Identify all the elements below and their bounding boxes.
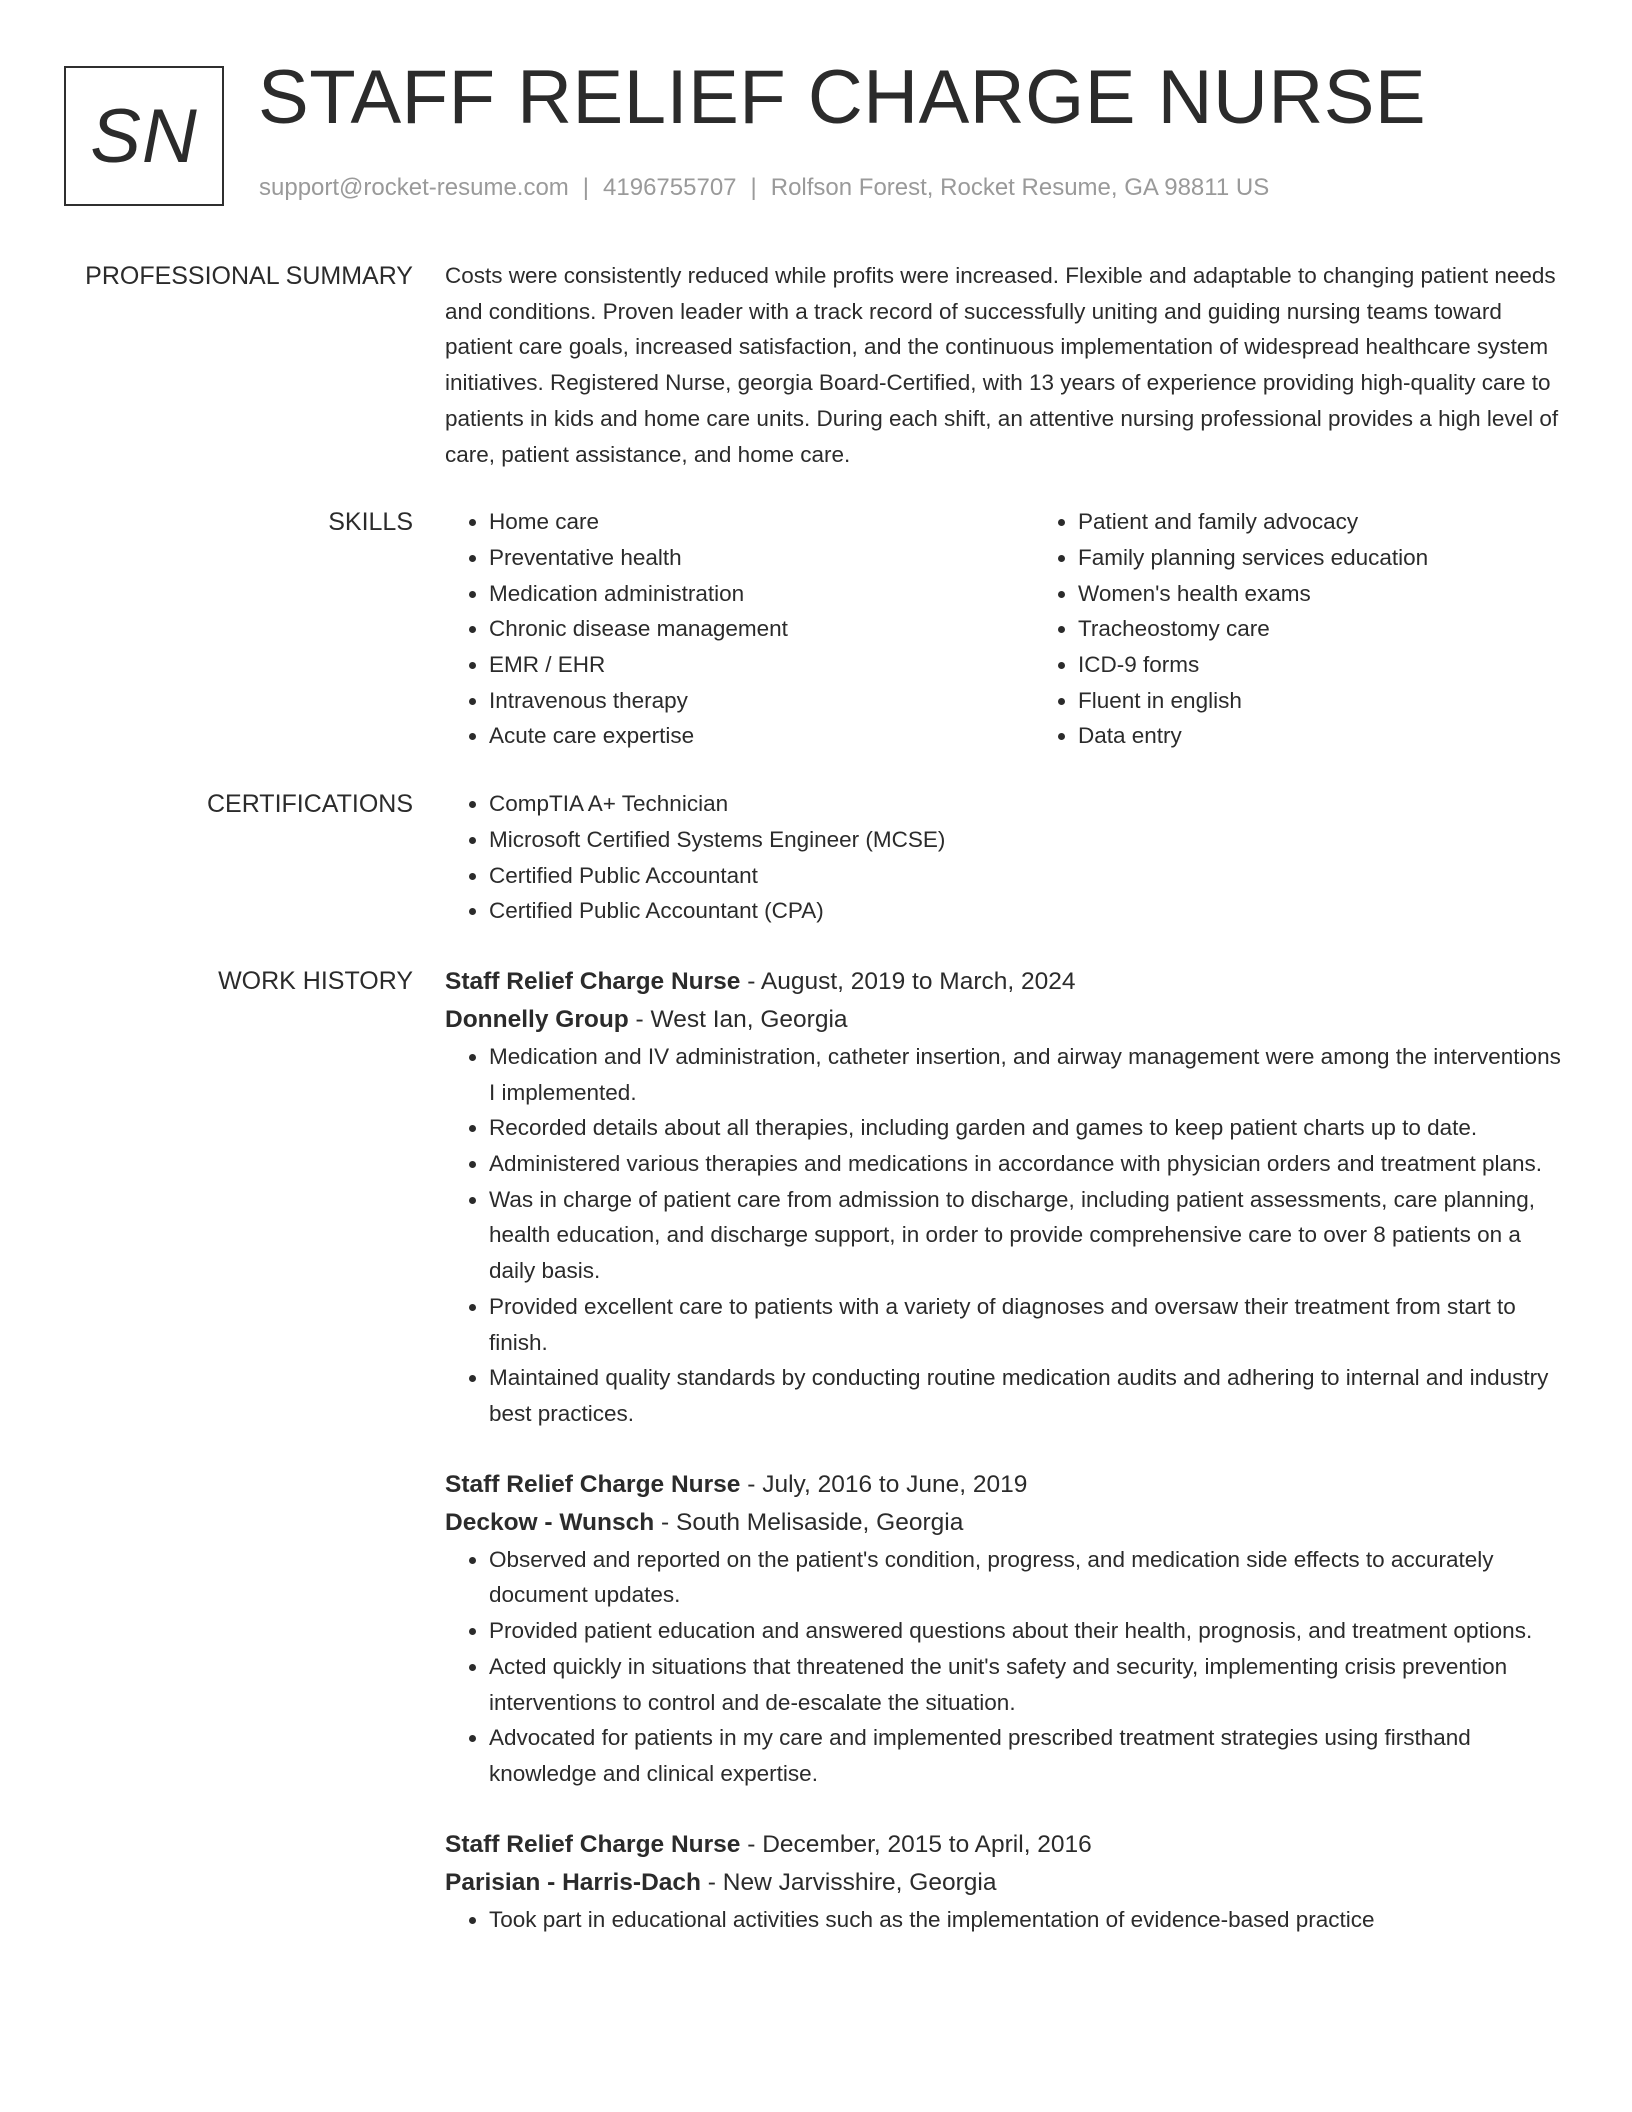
job-company: Deckow - Wunsch bbox=[445, 1508, 655, 1536]
job-company: Parisian - Harris-Dach bbox=[445, 1868, 701, 1896]
skill-item: • Home care bbox=[489, 504, 1034, 540]
skill-item: • EMR / EHR bbox=[489, 647, 1034, 683]
job-title-line bbox=[445, 1826, 1565, 1864]
job-duty: • Acted quickly in situations that threatened the unit's safety and security, implementing crisis prevention interventions to control and de-escalate the situation. bbox=[489, 1649, 1565, 1720]
work-history-heading: WORK HISTORY bbox=[218, 966, 413, 995]
job-company-line bbox=[445, 1504, 1565, 1542]
job-duty: • Administered various therapies and medications in accordance with physician orders and treatment plans. bbox=[489, 1146, 1565, 1182]
certification-item: • CompTIA A+ Technician bbox=[489, 786, 1565, 822]
job-duty: • Advocated for patients in my care and implemented prescribed treatment strategies using firsthand knowledge and clinical expertise. bbox=[489, 1720, 1565, 1791]
skill-item: • Preventative health bbox=[489, 540, 1034, 576]
summary-body bbox=[445, 258, 1565, 472]
job-company-line bbox=[445, 1001, 1565, 1039]
skill-item: • Chronic disease management bbox=[489, 611, 1034, 647]
job-role: Staff Relief Charge Nurse bbox=[445, 967, 741, 995]
skills-heading: SKILLS bbox=[328, 508, 413, 537]
job-dates: - July, 2016 to June, 2019 bbox=[740, 1470, 1028, 1498]
contact-separator: | bbox=[750, 174, 757, 201]
job-entry bbox=[445, 1466, 1565, 1792]
certification-item: • Certified Public Accountant (CPA) bbox=[489, 893, 1565, 929]
job-role: Staff Relief Charge Nurse bbox=[445, 1830, 741, 1858]
skill-item: • Patient and family advocacy bbox=[1078, 504, 1623, 540]
monogram-initials: SN bbox=[90, 93, 198, 179]
skill-item: • ICD-9 forms bbox=[1078, 647, 1623, 683]
resume-sections bbox=[0, 258, 1632, 1971]
certifications-section bbox=[0, 786, 1632, 929]
skills-list-right bbox=[1034, 504, 1623, 754]
skill-item: • Acute care expertise bbox=[489, 718, 1034, 754]
job-dates: - August, 2019 to March, 2024 bbox=[740, 967, 1076, 995]
monogram-logo bbox=[64, 66, 224, 206]
job-duty: • Took part in educational activities such as the implementation of evidence-based practice bbox=[489, 1902, 1565, 1938]
job-company: Donnelly Group bbox=[445, 1005, 629, 1033]
certification-item: • Certified Public Accountant bbox=[489, 858, 1565, 894]
certifications-body bbox=[445, 786, 1565, 929]
job-duty: • Provided patient education and answered questions about their health, prognosis, and treatment options. bbox=[489, 1613, 1565, 1649]
job-location: - South Melisaside, Georgia bbox=[654, 1508, 964, 1536]
contact-separator: | bbox=[582, 174, 590, 201]
job-duty: • Maintained quality standards by conducting routine medication audits and adhering to internal and industry best practices. bbox=[489, 1360, 1565, 1431]
job-duty: • Observed and reported on the patient's condition, progress, and medication side effects to accurately document updates. bbox=[489, 1542, 1565, 1613]
job-duty: • Was in charge of patient care from admission to discharge, including patient assessments, care planning, health education, and discharge support, in order to provide comprehensive care to over 8 patients on a daily basis. bbox=[489, 1182, 1565, 1289]
certifications-list bbox=[445, 786, 1565, 929]
contact-email: support@rocket-resume.com bbox=[259, 174, 569, 201]
certification-item: • Microsoft Certified Systems Engineer (MCSE) bbox=[489, 822, 1565, 858]
job-title-line bbox=[445, 1466, 1565, 1504]
summary-section bbox=[0, 258, 1632, 472]
job-role: Staff Relief Charge Nurse bbox=[445, 1470, 741, 1498]
summary-heading: PROFESSIONAL SUMMARY bbox=[85, 262, 413, 290]
job-duties-list bbox=[445, 1039, 1565, 1432]
certifications-heading: CERTIFICATIONS bbox=[206, 790, 413, 819]
skills-body bbox=[445, 504, 1565, 754]
job-duty: • Recorded details about all therapies, including garden and games to keep patient charts up to date. bbox=[489, 1110, 1565, 1146]
work-history-section bbox=[0, 963, 1632, 1971]
skills-section bbox=[0, 504, 1632, 754]
work-history-body bbox=[445, 963, 1565, 1971]
job-entry bbox=[445, 963, 1565, 1432]
job-location: - New Jarvisshire, Georgia bbox=[701, 1868, 997, 1896]
skill-item: • Medication administration bbox=[489, 576, 1034, 612]
contact-line bbox=[259, 174, 1269, 202]
job-dates: - December, 2015 to April, 2016 bbox=[740, 1830, 1092, 1858]
job-duties-list bbox=[445, 1542, 1565, 1792]
skill-item: • Data entry bbox=[1078, 718, 1623, 754]
summary-text: Costs were consistently reduced while profits were increased. Flexible and adaptable to changing patient needs and conditions. Proven leader with a track record of successfully uniting and guiding nursing teams toward patient care goals, increased satisfaction, and the continuous implementation of widespread healthcare system initiatives. Registered Nurse, georgia Board-Certified, with 13 years of experience providing high-quality care to patients in kids and home care units. During each shift, an attentive nursing professional provides a high level of care, patient assistance, and home care. bbox=[445, 263, 1559, 467]
skill-item: • Family planning services education bbox=[1078, 540, 1623, 576]
skill-item: • Intravenous therapy bbox=[489, 683, 1034, 719]
job-company-line bbox=[445, 1864, 1565, 1902]
skills-list-left bbox=[445, 504, 1034, 754]
contact-phone: 4196755707 bbox=[603, 174, 737, 201]
job-title-line bbox=[445, 963, 1565, 1001]
contact-address: Rolfson Forest, Rocket Resume, GA 98811 US bbox=[770, 174, 1270, 201]
job-duty: • Medication and IV administration, catheter insertion, and airway management were among the interventions I implemented. bbox=[489, 1039, 1565, 1110]
job-entry bbox=[445, 1826, 1565, 1938]
skill-item: • Fluent in english bbox=[1078, 683, 1623, 719]
skill-item: • Tracheostomy care bbox=[1078, 611, 1623, 647]
job-location: - West Ian, Georgia bbox=[628, 1005, 848, 1033]
page-title: STAFF RELIEF CHARGE NURSE bbox=[258, 55, 1427, 140]
skill-item: • Women's health exams bbox=[1078, 576, 1623, 612]
job-duty: • Provided excellent care to patients with a variety of diagnoses and oversaw their treatment from start to finish. bbox=[489, 1289, 1565, 1360]
job-duties-list bbox=[445, 1902, 1565, 1938]
